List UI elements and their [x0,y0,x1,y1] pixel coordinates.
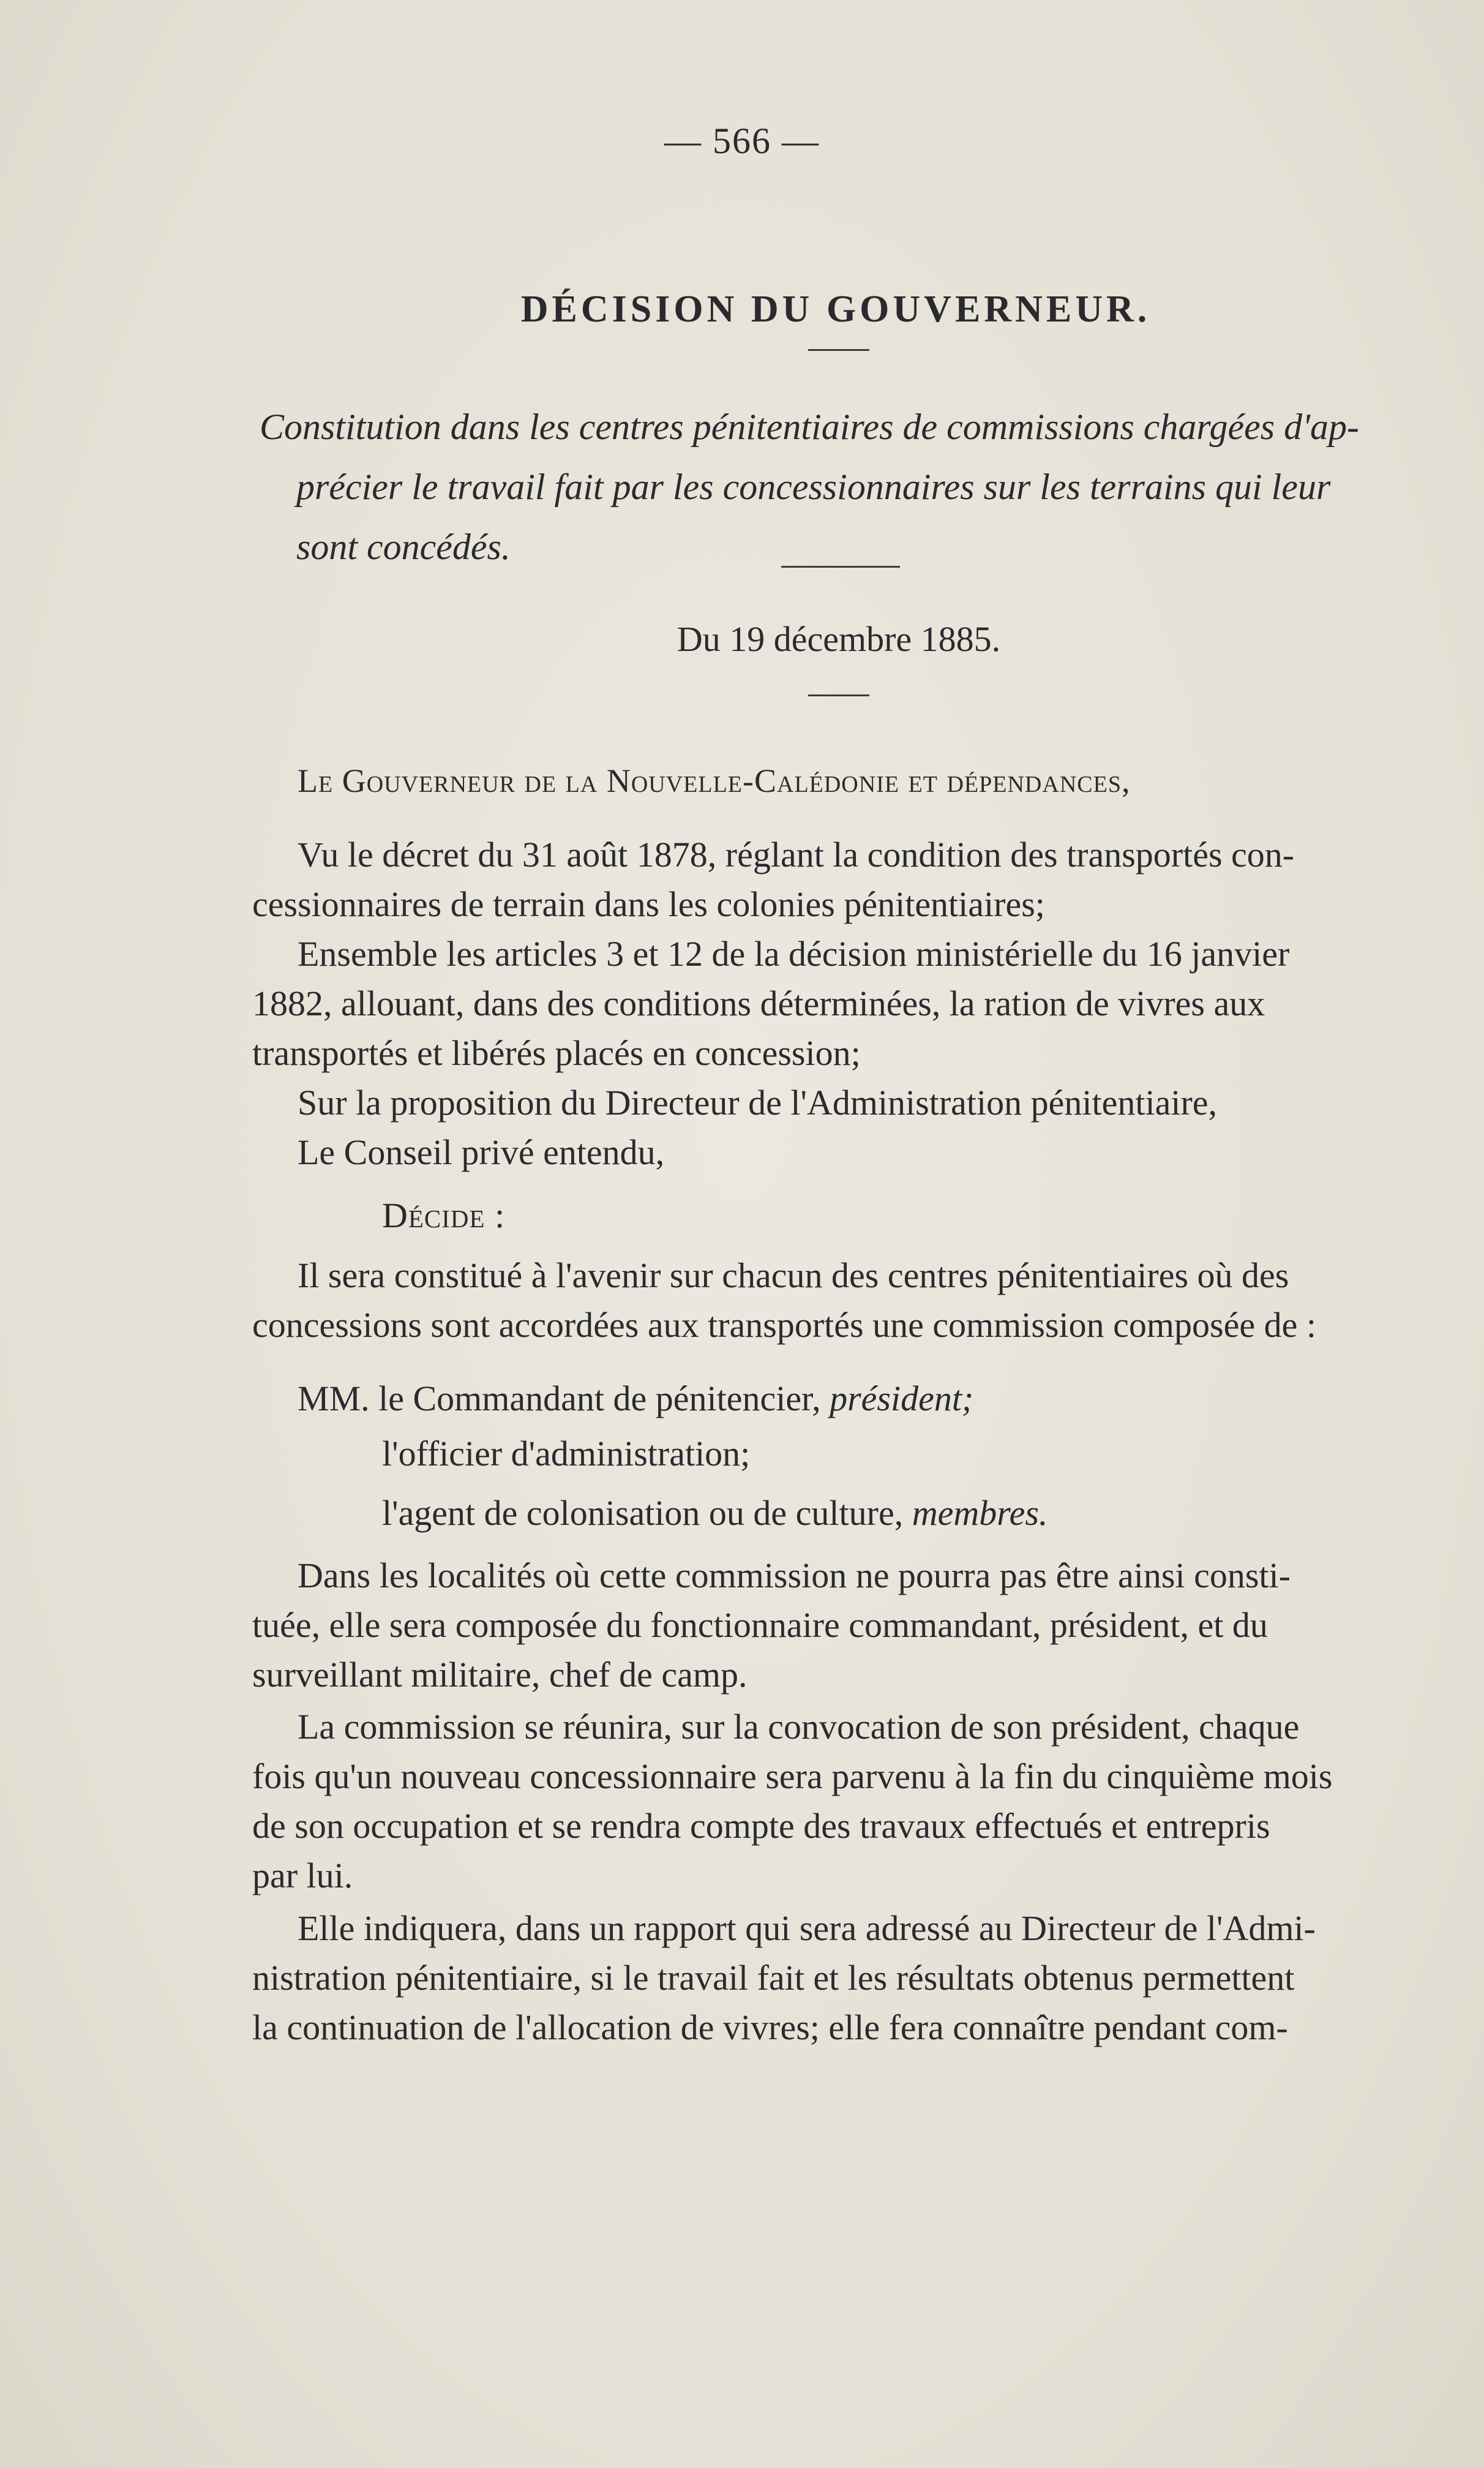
member-agent [382,1488,1047,1538]
subject-rule [781,566,900,568]
decision-subject [260,397,1423,577]
consideration-line: Ensemble les articles 3 et 12 de la décision ministérielle du 16 janvier [298,934,1290,974]
governor-line: Le Gouverneur de la Nouvelle-Calédonie et dépendances, [298,762,1131,799]
member-agent-text: l'agent de colonisation ou de culture, [382,1493,904,1533]
member-president [298,1374,973,1423]
subject-line: sont concédés. [296,527,511,567]
paragraph-line: La commission se réunira, sur la convocation de son président, chaque [298,1707,1300,1747]
consideration-line: Sur la proposition du Directeur de l'Administration pénitentiaire, [298,1083,1217,1123]
subject-line: Constitution dans les centres pénitentiaires de commissions chargées d'ap- [260,407,1359,447]
member-president-text: MM. le Commandant de pénitencier, [298,1379,821,1418]
page-number: — 566 — [664,121,820,161]
decision-title: DÉCISION DU GOUVERNEUR. [520,288,1151,330]
date-rule [808,694,869,696]
president-role: président; [830,1379,974,1418]
paragraph-line: surveillant militaire, chef de camp. [252,1655,748,1695]
subject-line: précier le travail fait par les concessionnaires sur les terrains qui leur [296,467,1331,507]
consideration-line: Vu le décret du 31 août 1878, réglant la condition des transportés con- [298,835,1295,875]
consideration-line: transportés et libérés placés en concession; [252,1033,861,1073]
title-rule [808,349,869,351]
paragraph-line: fois qu'un nouveau concessionnaire sera parvenu à la fin du cinquième mois [252,1756,1333,1796]
paragraph-line: tuée, elle sera composée du fonctionnaire commandant, président, et du [252,1605,1268,1645]
decision-date: Du 19 décembre 1885. [676,619,1001,659]
consideration-line: Le Conseil privé entendu, [298,1132,665,1172]
paragraph-line: par lui. [252,1856,353,1895]
consideration-line: cessionnaires de terrain dans les colonies pénitentiaires; [252,884,1045,924]
decide-heading: Décide : [382,1195,506,1235]
article-line: Il sera constitué à l'avenir sur chacun des centres pénitentiaires où des [298,1255,1289,1295]
paragraph-line: la continuation de l'allocation de vivres; elle fera connaître pendant com- [252,2007,1288,2047]
consideration-line: 1882, allouant, dans des conditions déterminées, la ration de vivres aux [252,984,1265,1023]
members-role: membres. [912,1493,1048,1533]
paragraph-line: Elle indiquera, dans un rapport qui sera adressé au Directeur de l'Admi- [298,1908,1316,1948]
paragraph-line: nistration pénitentiaire, si le travail fait et les résultats obtenus permettent [252,1958,1295,1998]
paragraph-line: Dans les localités où cette commission ne pourra pas être ainsi consti- [298,1556,1291,1595]
paragraph-line: de son occupation et se rendra compte des travaux effectués et entrepris [252,1806,1270,1846]
article-line: concessions sont accordées aux transportés une commission composée de : [252,1305,1316,1345]
member-officer: l'officier d'administration; [382,1434,751,1473]
